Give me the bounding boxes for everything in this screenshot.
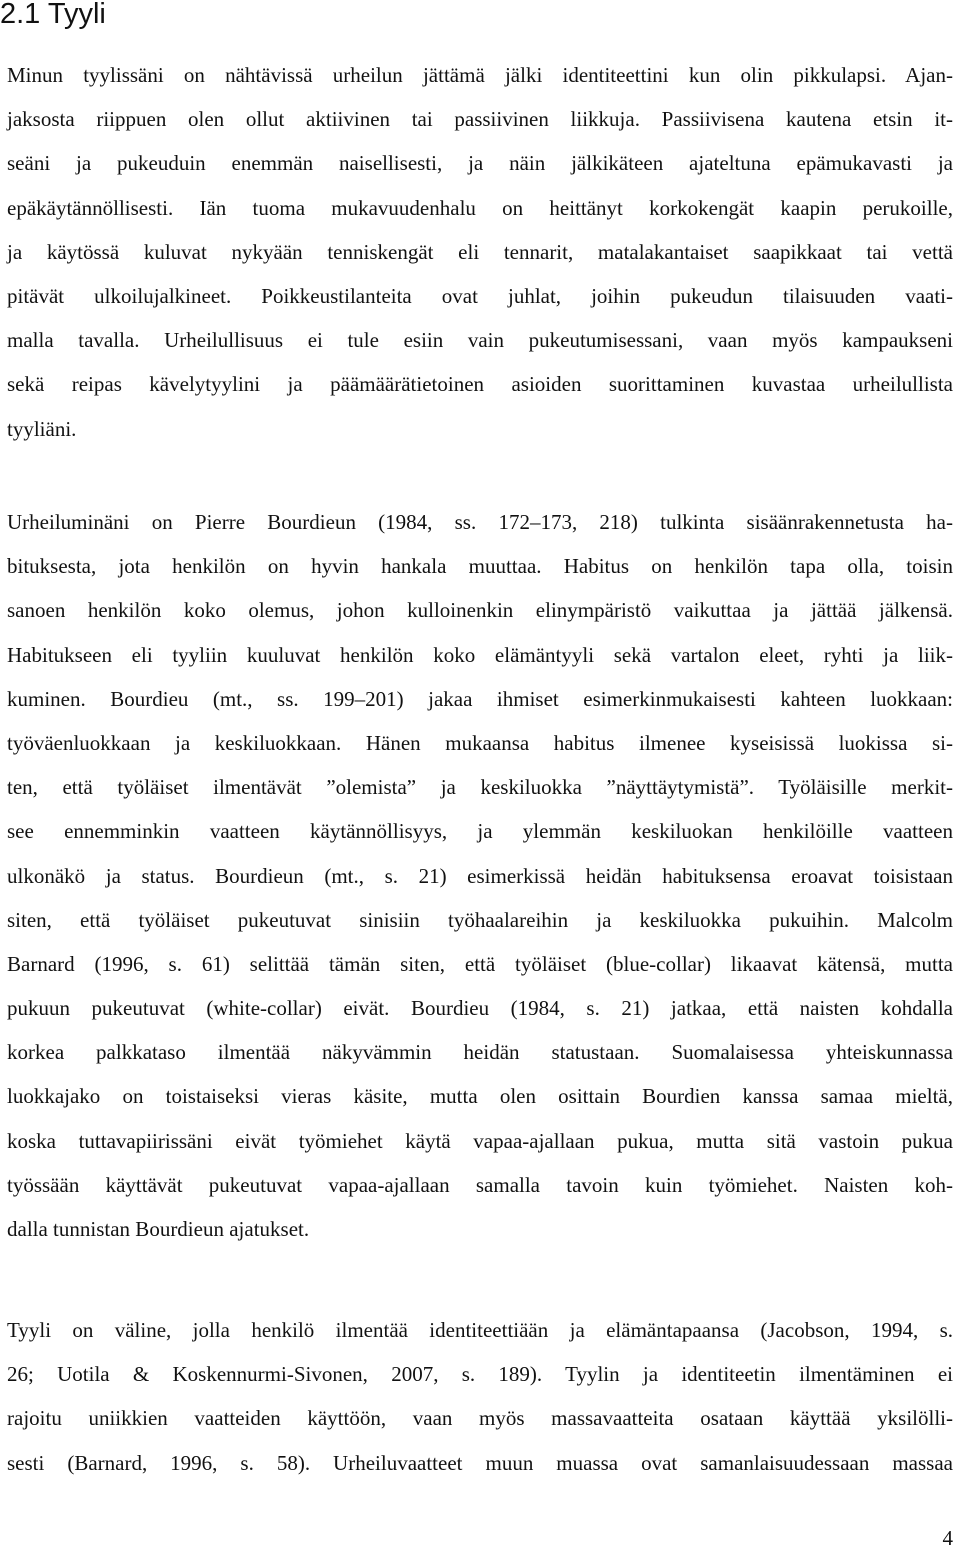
text-line: työssään käyttävät pukeutuvat vapaa-ajallaan samalla tavoin kuin työmiehet. Naisten koh- — [7, 1172, 953, 1197]
text-line: 26; Uotila & Koskennurmi-Sivonen, 2007, s. 189). Tyylin ja identiteetin ilmentäminen ei — [7, 1362, 953, 1387]
text-line: siten, että työläiset pukeutuvat sinisiin työhaalareihin ja keskiluokka pukuihin. Malcolm — [7, 907, 953, 932]
text-line: sesti (Barnard, 1996, s. 58). Urheiluvaatteet muun muassa ovat samanlaisuudessaan massaa — [7, 1450, 953, 1475]
text-line: ten, että työläiset ilmentävät ”olemista” ja keskiluokka ”näyttäytymistä”. Työläisille merkit- — [7, 775, 953, 800]
text-line: jaksosta riippuen olen ollut aktiivinen tai passiivinen liikkuja. Passiivisena kautena etsin it- — [7, 107, 953, 132]
text-line: epäkäytännöllisesti. Iän tuoma mukavuudenhalu on heittänyt korkokengät kaapin perukoille, — [7, 195, 953, 220]
text-line: työväenluokkaan ja keskiluokkaan. Hänen mukaansa habitus ilmenee kyseisissä luokissa si- — [7, 730, 953, 755]
paragraph-1 — [7, 53, 953, 451]
text-line: Urheiluminäni on Pierre Bourdieun (1984, ss. 172–173, 218) tulkinta sisäänrakennetusta ha- — [7, 510, 953, 534]
paragraph-2 — [7, 500, 953, 1251]
text-line: ulkonäkö ja status. Bourdieun (mt., s. 21) esimerkissä heidän habituksensa eroavat toisistaan — [7, 863, 953, 888]
text-line: rajoitu uniikkien vaatteiden käyttöön, vaan myös massavaatteita osataan käyttää yksilölli- — [7, 1406, 953, 1431]
text-line: seäni ja pukeuduin enemmän naisellisesti, ja näin jälkikäteen ajateltuna epämukavasti ja — [7, 151, 953, 176]
text-line: Minun tyylissäni on nähtävissä urheilun jättämä jälki identiteettini kun olin pikkulapsi. Ajan- — [7, 63, 953, 87]
text-line: ja käytössä kuluvat nykyään tenniskengät eli tennarit, matalakantaiset saapikkaat tai vettä — [7, 239, 953, 264]
paragraph-3 — [7, 1308, 953, 1485]
text-line: kuminen. Bourdieu (mt., ss. 199–201) jakaa ihmiset esimerkinmukaisesti kahteen luokkaan: — [7, 686, 953, 711]
text-line: Tyyli on väline, jolla henkilö ilmentää identiteettiään ja elämäntapaansa (Jacobson, 1994, s. — [7, 1318, 953, 1342]
text-line: korkea palkkataso ilmentää näkyvämmin heidän statustaan. Suomalaisessa yhteiskunnassa — [7, 1040, 953, 1065]
text-line: dalla tunnistan Bourdieun ajatukset. — [7, 1217, 310, 1241]
text-line: luokkajako on toistaiseksi vieras käsite, mutta olen osittain Bourdien kanssa samaa mieltä, — [7, 1084, 953, 1109]
text-line: koska tuttavapiirissäni eivät työmiehet käytä vapaa-ajallaan pukua, mutta sitä vastoin pukua — [7, 1128, 953, 1153]
page-number: 4 — [942, 1526, 953, 1550]
text-line: pitävät ulkoilujalkineet. Poikkeustilanteita ovat juhlat, joihin pukeudun tilaisuuden vaati- — [7, 283, 953, 308]
text-line: bituksesta, jota henkilön on hyvin hankala muuttaa. Habitus on henkilön tapa olla, toisin — [7, 554, 953, 579]
text-line: Habitukseen eli tyyliin kuuluvat henkilön koko elämäntyyli sekä vartalon eleet, ryhti ja liik- — [7, 642, 953, 667]
text-line: sekä reipas kävelytyylini ja päämäärätietoinen asioiden suorittaminen kuvastaa urheilullista — [7, 372, 953, 397]
section-heading: 2.1 Tyyli — [0, 0, 106, 30]
text-line: sanoen henkilön koko olemus, johon kulloinenkin elinympäristö vaikuttaa ja jättää jälkensä. — [7, 598, 953, 623]
text-line: tyyliäni. — [7, 416, 77, 441]
text-line: malla tavalla. Urheilullisuus ei tule esiin vain pukeutumisessani, vaan myös kampaukseni — [7, 328, 953, 353]
text-line: see ennemminkin vaatteen käytännöllisyys, ja ylemmän keskiluokan henkilöille vaatteen — [7, 819, 953, 844]
text-line: pukuun pukeutuvat (white-collar) eivät. Bourdieu (1984, s. 21) jatkaa, että naisten kohdalla — [7, 996, 953, 1021]
text-line: Barnard (1996, s. 61) selittää tämän siten, että työläiset (blue-collar) likaavat kätensä, mutta — [7, 951, 953, 976]
